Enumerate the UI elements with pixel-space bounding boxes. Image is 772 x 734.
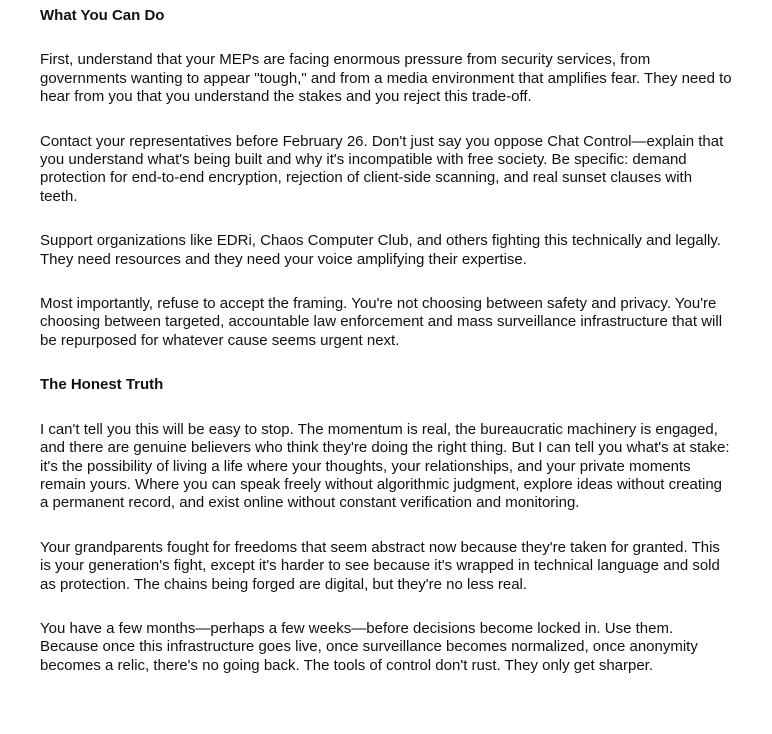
paragraph-contact-representatives: Contact your representatives before February 26. Don't just say you oppose Chat Control—explain that you understand what's being built and why it's incompatible with free society. Be specific: demand protection for end-to-end encryption, rejection of client-side scanning, and real sunset clauses with teeth. [40, 132, 724, 205]
paragraph-refuse-framing: Most importantly, refuse to accept the framing. You're not choosing between safety and privacy. You're choosing between targeted, accountable law enforcement and mass surveillance infrastructure that will be repurposed for whatever cause seems urgent next. [40, 295, 723, 349]
paragraph-meps-pressure: First, understand that your MEPs are facing enormous pressure from security services, from governments wanting to appear "tough," and from a media environment that amplifies fear. They need to hear from you that you understand the stakes and you reject this trade-off. [40, 51, 732, 106]
paragraph-support-organizations: Support organizations like EDRi, Chaos Computer Club, and others fighting this technically and legally. They need resources and they need your voice amplifying their expertise. [40, 232, 721, 268]
paragraph-grandparents-freedoms: Your grandparents fought for freedoms that seem abstract now because they're taken for granted. This is your generation's fight, except it's harder to see because it's wrapped in technical language and sold as protection. The chains being forged are digital, but they're no less real. [40, 538, 720, 593]
section-heading-the-honest-truth: The Honest Truth [40, 376, 164, 394]
paragraph-few-months-left: You have a few months—perhaps a few weeks—before decisions become locked in. Use them. Because once this infrastructure goes live, once surveillance becomes normalized, once anonymity becomes a relic, there's no going back. The tools of control don't rust. They only get sharper. [40, 619, 698, 674]
section-heading-what-you-can-do: What You Can Do [40, 7, 165, 24]
paragraph-whats-at-stake: I can't tell you this will be easy to stop. The momentum is real, the bureaucratic machinery is engaged, and there are genuine believers who think they're doing the right thing. But I can tell you what's at stake: it's the possibility of living a life where your thoughts, your relationships, and your private moments remain yours. Where you can speak freely without algorithmic judgment, explore ideas without creating a permanent record, and exist online without constant verification and monitoring. [40, 420, 730, 512]
